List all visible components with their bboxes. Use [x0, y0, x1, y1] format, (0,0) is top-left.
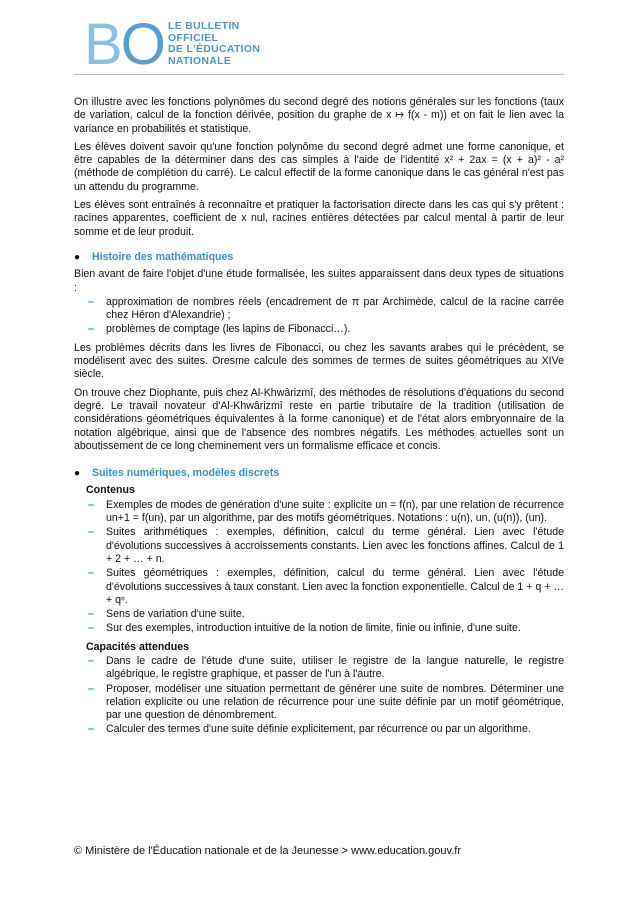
logo-letter-b: B: [84, 12, 121, 77]
list-item: [74, 655, 564, 682]
paragraph: On illustre avec les fonctions polynômes du second degré des notions générales sur les fonctions (taux de variation, calcul de la fonction dérivée, position du graphe de x ↦ f(x - m)) et on fait le lien avec la variance en probabilités et statistique.: [74, 96, 564, 135]
bulletin-logo: [84, 12, 284, 80]
logo-line: OFFICIEL: [168, 31, 219, 44]
section-title: Histoire des mathématiques: [92, 250, 234, 263]
header-divider: [74, 74, 564, 75]
subheading-capacites: Capacités attendues: [86, 640, 190, 653]
list-item-text: Sens de variation d'une suite.: [106, 608, 245, 621]
list-item: [74, 526, 564, 566]
logo-line: DE L'ÉDUCATION: [168, 43, 261, 56]
list-item-text: approximation de nombres réels (encadrement de π par Archimède, calcul de la racine carrée chez Héron d'Alexandrie) ;: [106, 295, 564, 322]
list-item: [74, 608, 564, 621]
list-item: [74, 567, 564, 607]
section-heading-suites: [74, 467, 564, 480]
dash-icon: –: [88, 723, 94, 736]
dash-icon: –: [88, 526, 94, 539]
document-body: [74, 96, 564, 742]
dash-icon: –: [88, 498, 94, 511]
list-item-text: Calculer des termes d'une suite définie explicitement, par récurrence ou par un algorithme.: [106, 723, 531, 736]
paragraph: On trouve chez Diophante, puis chez Al-Khwârizmî, des méthodes de résolutions d'équations du second degré. Le travail novateur d'Al-Khwârizmî reste en partie tributaire de la tradition (utilisation de considérations géométriques équivalentes à la forme canonique) et de l'état alors embryonnaire de la notation algébrique, ainsi que de l'absence des nombres négatifs. Les méthodes actuelles sont un aboutissement de ce long cheminement vers un formalisme efficace et concis.: [74, 386, 564, 452]
dash-icon: –: [88, 622, 94, 635]
list-item: [74, 683, 564, 723]
paragraph: Les problèmes décrits dans les livres de Fibonacci, ou chez les savants arabes qui le précèdent, se modélisent avec des suites. Oresme calcule des sommes de termes de suites géométriques au XIVe siècle.: [74, 341, 564, 381]
paragraph: Bien avant de faire l'objet d'une étude formalisée, les suites apparaissent dans deux types de situations :: [74, 268, 564, 294]
bullet-icon: ●: [74, 468, 81, 480]
list-item-text: Proposer, modéliser une situation permettant de générer une suite de nombres. Déterminer une relation explicite ou une relation de récurrence pour une suite définie par un motif géométrique, par une question de dénombrement.: [106, 682, 564, 722]
list-item: [74, 323, 564, 336]
page-footer: © Ministère de l'Éducation nationale et de la Jeunesse > www.education.gouv.fr: [74, 845, 461, 857]
contenus-list: [74, 499, 564, 636]
dash-icon: –: [88, 608, 94, 621]
capacites-list: [74, 655, 564, 737]
list-item-text: Dans le cadre de l'étude d'une suite, utiliser le registre de la langue naturelle, le registre algébrique, le registre graphique, et passer de l'un à l'autre.: [106, 654, 564, 681]
list-item: [74, 622, 564, 635]
logo-bo: [84, 12, 164, 77]
list-item-text: Suites arithmétiques : exemples, définition, calcul du terme général. Lien avec l'étude d'évolutions successives à accroissements constants. Lien avec les fonctions affines. Calcul de 1 + 2 + … + n.: [106, 526, 564, 565]
dash-icon: –: [88, 682, 94, 695]
list-item-text: Exemples de modes de génération d'une suite : explicite un = f(n), par une relation de récurrence un+1 = f(un), par un algorithme, par des motifs géométriques. Notations : u(n), un, (u(n)), (un).: [106, 498, 564, 525]
list-item: [74, 499, 564, 526]
dash-icon: –: [88, 323, 94, 336]
section-title: Suites numériques, modèles discrets: [92, 467, 280, 480]
section-heading-history: [74, 251, 564, 264]
logo-line: LE BULLETIN: [168, 20, 240, 32]
paragraph: Les élèves sont entraînés à reconnaître et pratiquer la factorisation directe dans les cas qui s'y prêtent : racines apparentes, coefficient de x nul, racines entières détectées par calcul mental à partir de leur somme et de leur produit.: [74, 199, 564, 238]
dash-icon: –: [88, 295, 94, 308]
dash-icon: –: [88, 567, 94, 580]
list-item: [74, 296, 564, 323]
logo-line: NATIONALE: [168, 54, 232, 67]
list-item: [74, 723, 564, 736]
logo-letter-o: O: [120, 12, 164, 77]
logo-text: [168, 21, 260, 67]
list-item-text: problèmes de comptage (les lapins de Fibonacci…).: [106, 323, 351, 336]
bullet-icon: ●: [74, 251, 81, 263]
list-item-text: Suites géométriques : exemples, définition, calcul du terme général. Lien avec l'étude d'évolutions successives à taux constant. Lien avec la fonction exponentielle. Calcul de 1 + q + … + qⁿ.: [106, 567, 564, 606]
dash-icon: –: [88, 654, 94, 667]
dash-list: [74, 296, 564, 337]
list-item-text: Sur des exemples, introduction intuitive de la notion de limite, finie ou infinie, d'une suite.: [106, 622, 521, 635]
paragraph: Les élèves doivent savoir qu'une fonction polynôme du second degré admet une forme canonique, et être capables de la déterminer dans des cas simples à l'aide de l'identité x² + 2ax = (x + a)² - a² (méthode de complétion du carré). Le calcul effectif de la forme canonique dans le cas général n'est pas un attendu du programme.: [74, 140, 564, 193]
subheading-contenus: Contenus: [86, 484, 135, 497]
